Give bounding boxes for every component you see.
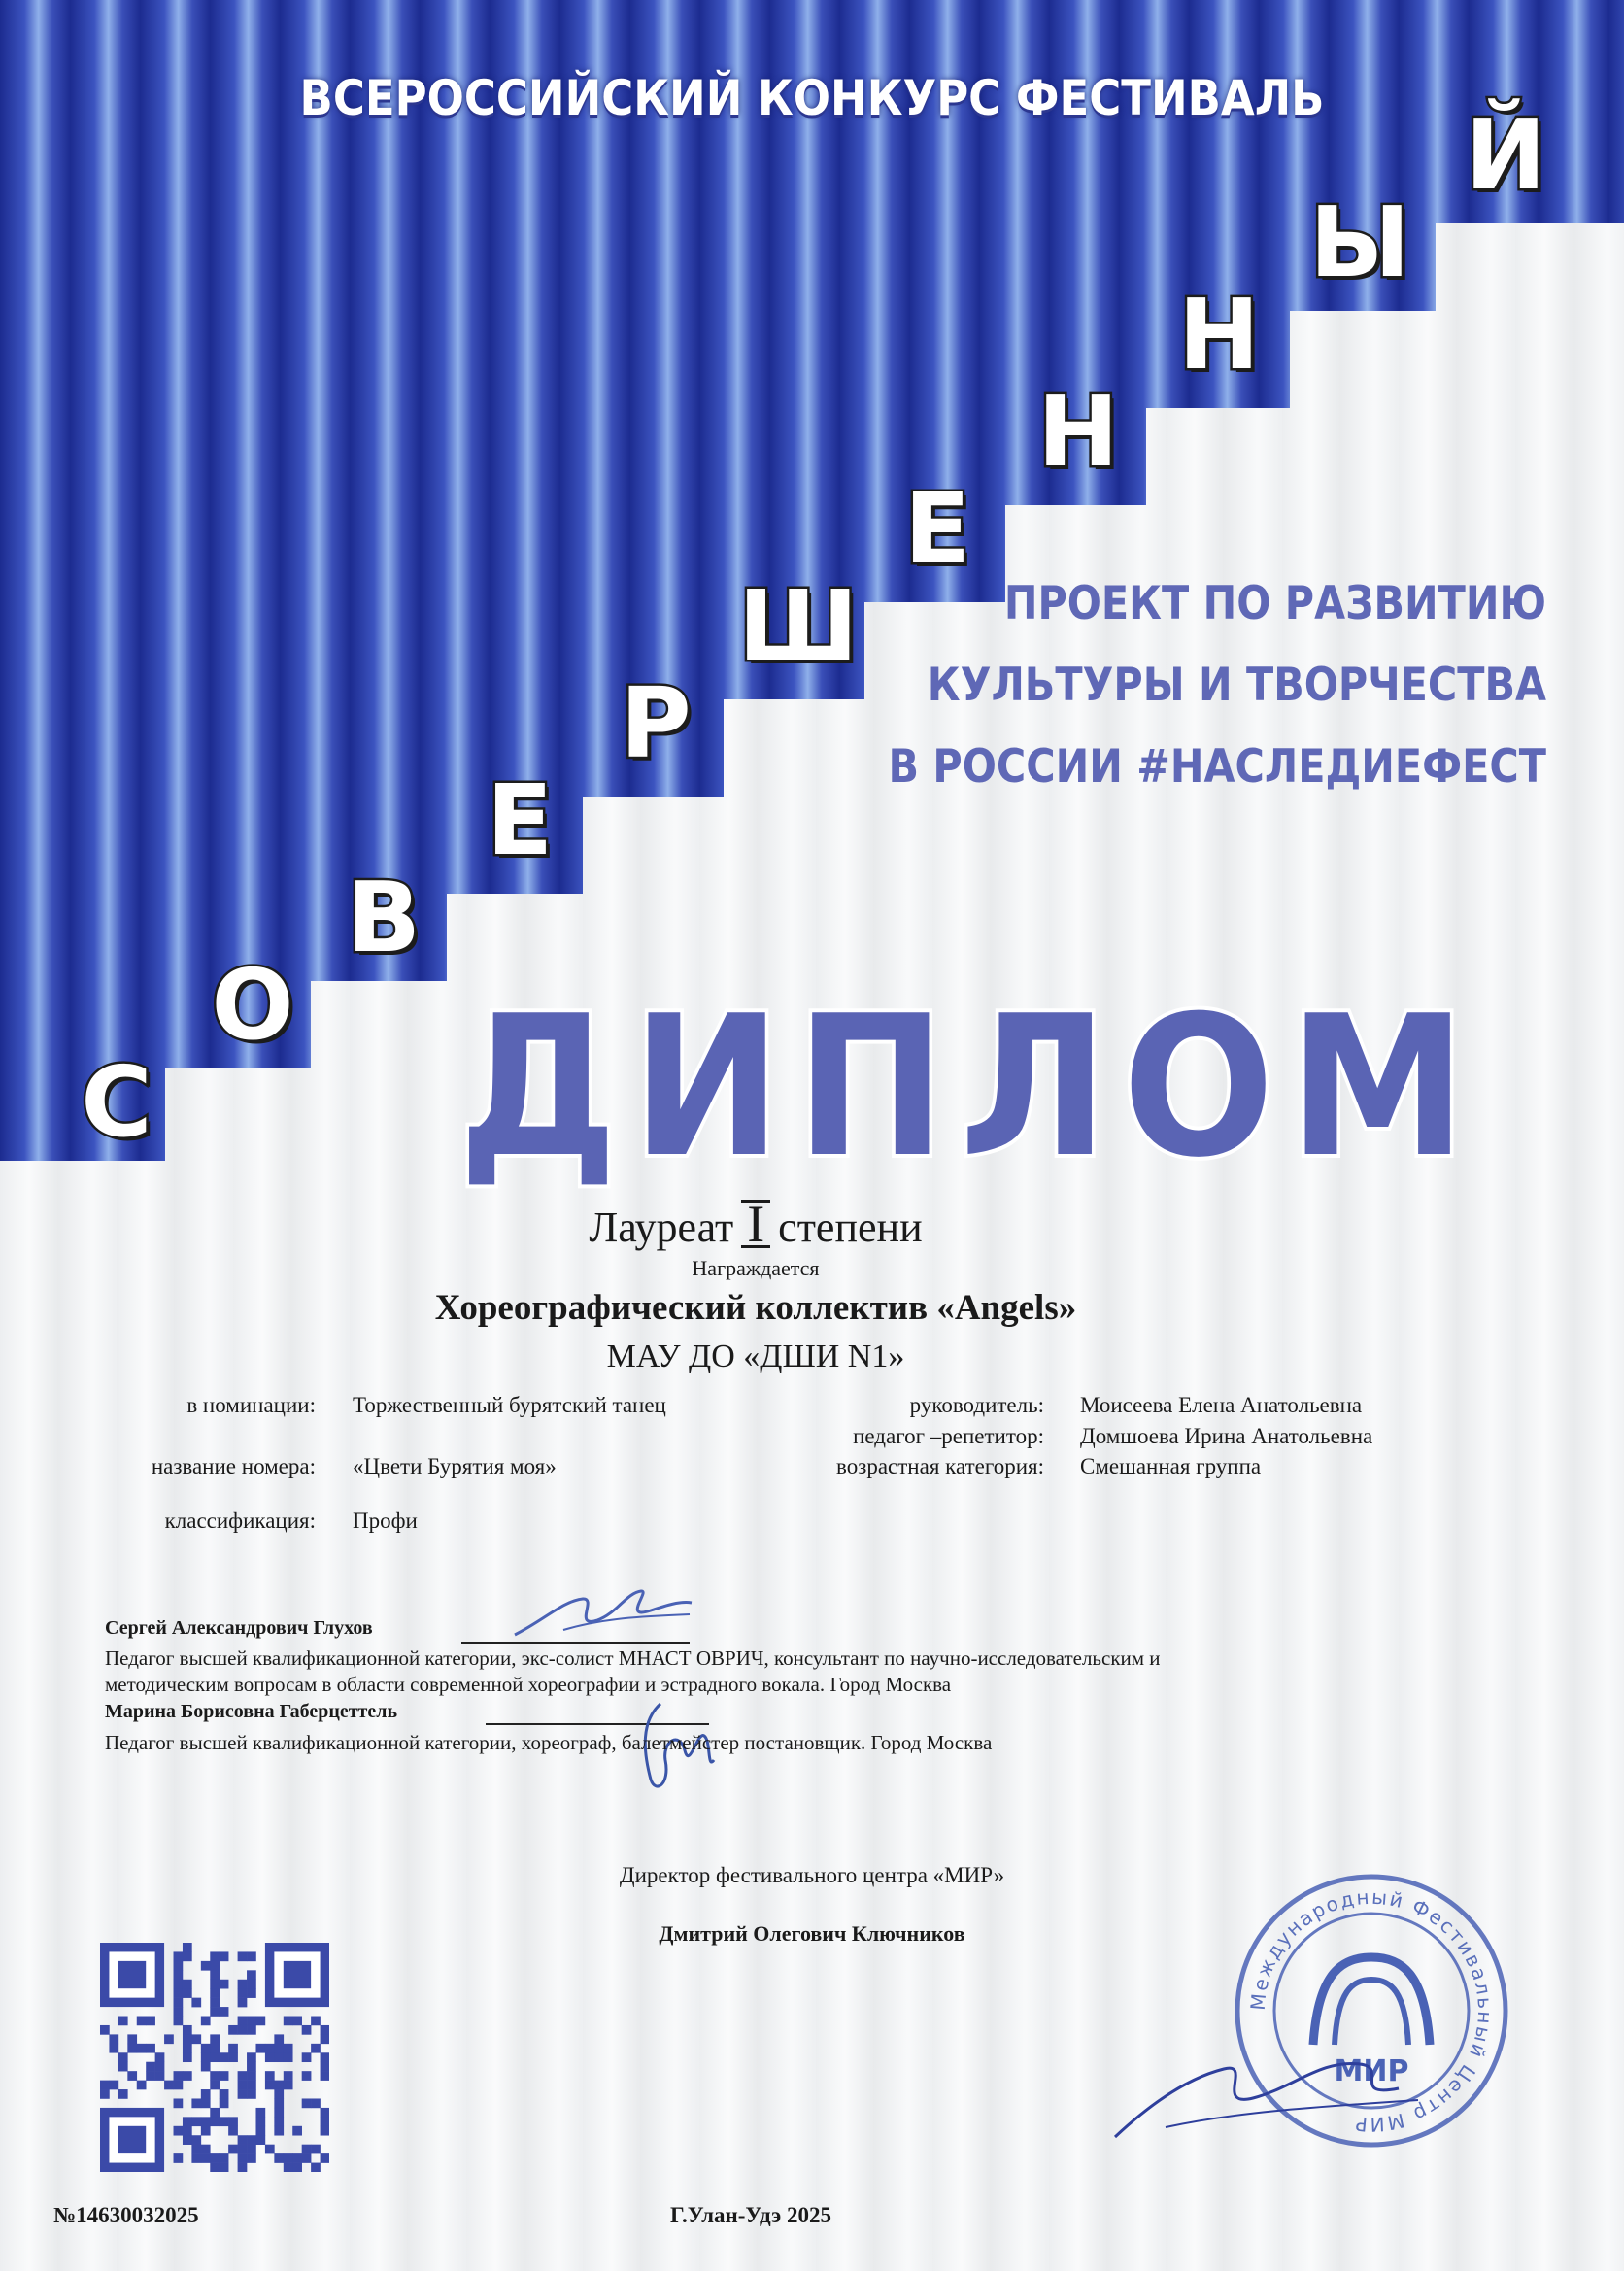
field-label: возрастная категория:: [836, 1454, 1044, 1478]
school-name: МАУ ДО «ДШИ N1»: [606, 1339, 905, 1374]
diploma-number: №14630032025: [53, 2203, 199, 2227]
field-label: педагог –репетитор:: [853, 1424, 1044, 1448]
staircase-letter: О: [211, 948, 294, 1062]
city-year: Г.Улан-Удэ 2025: [670, 2203, 831, 2227]
project-tagline: [863, 563, 1546, 808]
staircase-letter: Н: [1178, 278, 1260, 391]
qr-code-icon: [100, 1943, 329, 2172]
staircase-letter: Р: [620, 666, 692, 780]
staircase-letter: Н: [1037, 375, 1119, 489]
staircase-letter: С: [81, 1045, 152, 1159]
field-label: в номинации:: [186, 1393, 316, 1417]
recipient-name: Хореографический коллектив «Angels»: [434, 1288, 1077, 1328]
jury-1-desc-1: Педагог высшей квалификационной категории, экс-солист МНАСТ ОВРИЧ, консультант по научно-исследовательским и: [105, 1646, 1161, 1670]
field-value: Смешанная группа: [1080, 1454, 1262, 1478]
laureate-line: [0, 1195, 1511, 1253]
jury-1-name: Сергей Александрович Глухов: [105, 1617, 373, 1639]
field-label: название номера:: [151, 1454, 316, 1478]
field-value: Моисеева Елена Анатольевна: [1080, 1393, 1363, 1417]
staircase-letter: Ш: [738, 569, 859, 683]
awarded-label: Награждается: [692, 1256, 820, 1280]
degree-numeral: I: [741, 1200, 770, 1248]
signature-icon: [505, 1581, 699, 1649]
project-line-3: В РОССИИ #НАСЛЕДИЕФЕСТ: [888, 740, 1546, 794]
director-name: Дмитрий Олегович Ключников: [659, 1921, 965, 1946]
diploma-title: ДИПЛОМ: [458, 974, 1481, 1201]
laureate-word: Лауреат: [589, 1203, 734, 1251]
project-line-1: ПРОЕКТ ПО РАЗВИТИЮ: [1003, 577, 1546, 630]
field-value: Домшоева Ирина Анатольевна: [1080, 1424, 1373, 1448]
jury-1-desc-2: методическим вопросам в области современной хореографии и эстрадного вокала. Город Москва: [105, 1673, 952, 1696]
field-value: Торжественный бурятский танец: [353, 1393, 666, 1417]
jury-2-name: Марина Борисовна Габерцеттель: [105, 1701, 398, 1722]
project-line-2: КУЛЬТУРЫ И ТВОРЧЕСТВА: [927, 659, 1546, 712]
stamp-outer-text: Международный Фестивальный Центр МИР: [1245, 1884, 1498, 2137]
contest-title: ВСЕРОССИЙСКИЙ КОНКУРС ФЕСТИВАЛЬ: [299, 70, 1325, 126]
field-label: классификация:: [164, 1508, 316, 1533]
degree-word: степени: [778, 1203, 923, 1251]
jury-2-desc-1: Педагог высшей квалификационной категории, хореограф, балетмейстер постановщик. Город Москва: [105, 1731, 993, 1754]
stamp-center-text: МИР: [1334, 2054, 1409, 2088]
staircase-letter: Ы: [1309, 186, 1410, 299]
staircase-letter: В: [346, 861, 422, 974]
signature-icon: [1107, 2040, 1428, 2147]
staircase-letter: Е: [486, 763, 554, 877]
staircase-letter: Е: [903, 472, 971, 586]
staircase-letter: Й: [1465, 98, 1546, 212]
field-value: Профи: [353, 1508, 418, 1533]
director-title: Директор фестивального центра «МИР»: [619, 1863, 1005, 1887]
field-value: «Цвети Бурятия моя»: [353, 1454, 557, 1478]
field-label: руководитель:: [909, 1393, 1044, 1417]
